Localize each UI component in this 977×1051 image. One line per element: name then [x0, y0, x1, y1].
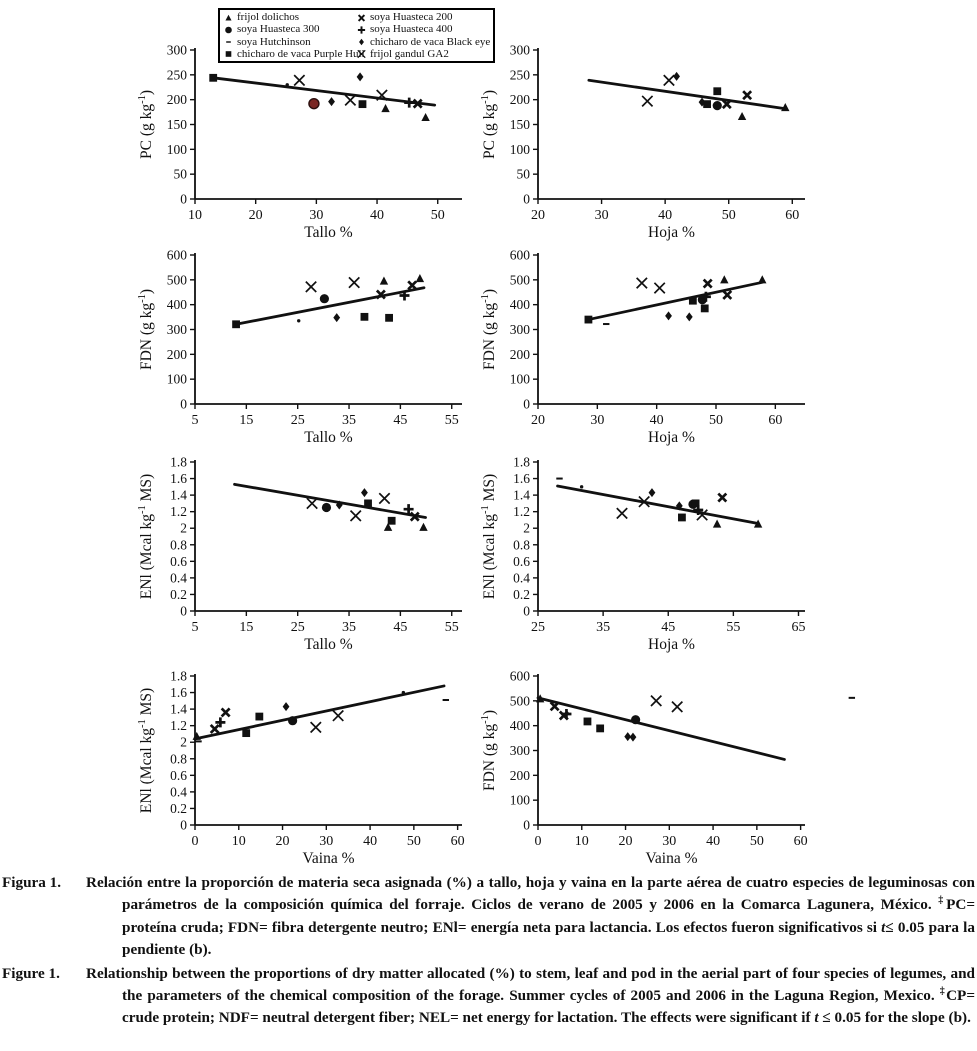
y-tick-label: 500 — [166, 272, 187, 288]
dash-icon — [222, 36, 235, 47]
triangle-marker — [720, 275, 728, 283]
y-tick-label: 2 — [523, 520, 530, 536]
y-tick-label: 50 — [516, 166, 530, 182]
y-axis-title-part: -1 — [137, 719, 148, 728]
data-points — [642, 72, 789, 120]
y-tick-label: 100 — [509, 141, 530, 157]
y-tick-label: 50 — [173, 166, 187, 182]
y-axis-title-part: -1 — [137, 505, 148, 514]
y-tick-label: 1.6 — [513, 471, 530, 487]
y-tick-label: 400 — [166, 297, 187, 313]
circle-icon — [222, 24, 235, 35]
y-axis-title-part: FDN (g kg — [481, 302, 498, 371]
square-marker — [242, 729, 250, 737]
legend-item-label: frijol gandul GA2 — [370, 47, 449, 60]
y-axis-title-part: -1 — [480, 715, 491, 724]
dash-marker — [195, 740, 201, 742]
y-axis-title-part: -1 — [480, 294, 491, 303]
y-tick-label: 200 — [509, 346, 530, 362]
caption-body-es: Relación entre la proporción de materia seca asignada (%) a tallo, hoja y vaina en la parte aérea de cuatro especies de leguminosas con parámetros de la composición química del forraje. Ciclos de verano de 2005 y 2006 en la Comarca Lagunera, México. ‡PC= proteína cruda; FDN= fibra detergente neutro; ENl= energía neta para lactancia. Los efectos fueron significativos si t≤ 0.05 para la pendiente (b). — [86, 874, 976, 959]
x-tick-label: 25 — [531, 620, 545, 635]
y-tick-label: 300 — [509, 42, 530, 58]
diamond-marker — [673, 72, 680, 81]
x-tick-label: 10 — [188, 208, 202, 223]
x-tick-label: 40 — [370, 208, 385, 223]
trend-line — [588, 282, 762, 319]
y-tick-label: 2 — [180, 520, 187, 536]
x-tick-label: 20 — [248, 208, 263, 223]
y-axis-title — [137, 90, 155, 159]
x-tick-label: 50 — [406, 834, 421, 849]
dot-marker — [402, 691, 405, 694]
square-marker — [361, 313, 369, 321]
y-tick-label: 0 — [523, 191, 530, 207]
scatter-plot-6 — [474, 452, 819, 657]
x-tick-label: 45 — [393, 620, 408, 635]
y-tick-label: 1.2 — [513, 504, 530, 520]
scatter-plot-3 — [131, 245, 476, 450]
y-axis-title-part: -1 — [137, 95, 148, 104]
circle-marker — [713, 101, 722, 110]
x-marker — [333, 711, 343, 721]
square-marker — [703, 100, 711, 108]
square-marker — [596, 724, 604, 732]
trend-line — [213, 78, 434, 105]
y-tick-label: 0 — [180, 396, 187, 412]
triangle-marker — [416, 274, 424, 282]
x-tick-label: 10 — [231, 834, 246, 849]
y-tick-label: 0.2 — [170, 800, 187, 816]
y-axis-title — [137, 688, 155, 813]
y-tick-label: 100 — [166, 371, 187, 387]
y-tick-label: 2 — [180, 734, 187, 750]
x-marker — [654, 283, 664, 293]
y-tick-label: 300 — [166, 322, 187, 337]
y-tick-label: 0 — [523, 603, 530, 619]
y-tick-label: 1.2 — [170, 718, 187, 734]
y-tick-label: 1.8 — [513, 454, 530, 470]
y-tick-label: 100 — [166, 141, 187, 157]
x-tick-label: 0 — [191, 834, 199, 849]
caption-english — [2, 963, 975, 1030]
y-tick-label: 150 — [509, 117, 530, 132]
x-axis-title: Tallo % — [304, 636, 353, 653]
diamond-marker — [686, 312, 693, 321]
y-axis-title-part: ) — [481, 709, 498, 716]
y-tick-label: 400 — [509, 718, 530, 734]
caption-spanish — [2, 872, 975, 962]
diamond-marker — [649, 488, 656, 497]
x-tick-label: 60 — [768, 413, 783, 428]
dash-marker — [443, 699, 449, 701]
x-tick-label: 60 — [450, 834, 465, 849]
boldx-marker — [408, 281, 416, 289]
x-marker — [664, 75, 674, 85]
x-tick-label: 35 — [342, 413, 357, 428]
square-marker — [584, 718, 592, 726]
y-tick-label: 150 — [166, 117, 187, 132]
plus-icon — [355, 24, 368, 35]
x-marker — [642, 96, 652, 106]
x-tick-label: 30 — [319, 834, 334, 849]
square-marker — [209, 74, 217, 82]
x-tick-label: 50 — [721, 208, 736, 223]
x-tick-label: 0 — [534, 834, 542, 849]
triangle-marker — [381, 104, 389, 112]
scatter-plot-8 — [474, 666, 819, 871]
y-tick-label: 250 — [166, 67, 187, 83]
boldx-marker — [723, 291, 731, 299]
x-marker — [307, 498, 317, 508]
x-marker — [358, 51, 365, 58]
x-axis-title: Hoja % — [648, 224, 695, 241]
square-marker — [585, 316, 593, 324]
trend-line — [236, 288, 424, 325]
dash-marker — [849, 697, 855, 699]
legend-item-label: soya Huasteca 400 — [370, 23, 453, 36]
y-axis-title-part: MS) — [138, 473, 155, 506]
x-tick-label: 60 — [793, 834, 808, 849]
triangle-marker — [193, 732, 201, 740]
boldx-marker — [551, 702, 559, 710]
circle-marker — [322, 503, 331, 512]
x-marker — [294, 75, 304, 85]
y-tick-label: 400 — [509, 297, 530, 313]
square-marker — [364, 499, 372, 507]
diamond-marker — [357, 72, 364, 81]
circle-marker — [631, 715, 640, 724]
scatter-plot-2 — [474, 40, 819, 245]
legend-item — [355, 23, 491, 35]
scatter-plot-1 — [131, 40, 476, 245]
x-tick-label: 40 — [658, 208, 673, 223]
plus-marker — [404, 98, 414, 108]
y-axis-title-part: ) — [138, 288, 155, 295]
y-tick-label: 1.2 — [170, 504, 187, 520]
dot-marker — [297, 319, 300, 322]
x-tick-label: 20 — [531, 208, 545, 223]
y-axis-title-part: -1 — [137, 294, 148, 303]
circle-marker — [225, 27, 232, 34]
boldx-marker — [704, 280, 712, 288]
legend-item — [222, 47, 365, 60]
y-tick-label: 0.4 — [513, 570, 530, 586]
diamond-icon — [355, 36, 368, 47]
x-marker — [379, 493, 389, 503]
legend-item — [355, 48, 491, 60]
boldx-marker — [211, 725, 219, 733]
x-tick-label: 20 — [618, 834, 633, 849]
y-tick-label: 0.6 — [513, 553, 530, 569]
x-axis-title: Vaina % — [302, 850, 355, 867]
x-tick-label: 55 — [444, 413, 459, 428]
y-axis-title-part: ENl (Mcal kg — [138, 727, 155, 814]
diamond-marker — [283, 702, 290, 711]
square-marker — [359, 100, 367, 108]
trend-line — [235, 484, 426, 517]
diamond-marker — [630, 733, 637, 742]
triangle-icon — [222, 12, 235, 23]
x-tick-label: 40 — [649, 413, 664, 428]
y-axis-title-part: FDN (g kg — [481, 723, 498, 792]
legend-item — [222, 11, 355, 23]
x-tick-label: 45 — [661, 620, 676, 635]
legend-item-label: chicharo de vaca Purple Hull — [237, 47, 365, 60]
circle-marker — [309, 99, 319, 109]
data-points — [307, 488, 428, 531]
y-axis-title-part: ENl (Mcal kg — [138, 513, 155, 600]
x-tick-label: 50 — [749, 834, 764, 849]
circle-marker — [288, 716, 297, 725]
triangle-marker — [758, 275, 766, 283]
triangle-marker — [380, 276, 388, 284]
dash-marker — [226, 41, 231, 42]
caption-body-en: Relationship between the proportions of dry matter allocated (%) to stem, leaf and pod in the aerial part of four species of legumes, and the parameters of the chemical composition of the forage. Summer cycles of 2005 and 2006 in the Laguna Region, Mexico. ‡CP= crude protein; NDF= neutral detergent fiber; NEL= net energy for lactation. The effects were significant if t ≤ 0.05 for the slope (b). — [86, 964, 975, 1027]
y-tick-label: 1.8 — [170, 454, 187, 470]
square-marker — [226, 52, 232, 58]
x-marker — [651, 696, 661, 706]
diamond-marker — [328, 97, 335, 106]
y-tick-label: 600 — [166, 247, 187, 263]
y-tick-label: 300 — [166, 42, 187, 58]
x-tick-label: 30 — [590, 413, 605, 428]
trend-line — [538, 698, 784, 760]
y-axis-title-part: PC (g kg — [481, 103, 498, 160]
y-tick-label: 0 — [180, 191, 187, 207]
x-tick-label: 45 — [393, 413, 408, 428]
triangle-marker — [419, 523, 427, 531]
legend-item — [222, 23, 355, 35]
y-tick-label: 600 — [509, 668, 530, 684]
y-tick-label: 500 — [509, 693, 530, 709]
scatter-plot-5 — [131, 452, 476, 657]
y-tick-label: 1.6 — [170, 471, 187, 487]
x-axis-title: Tallo % — [304, 429, 353, 446]
y-tick-label: 500 — [509, 272, 530, 288]
y-axis-title-part: ) — [481, 288, 498, 295]
x-tick-label: 55 — [726, 620, 741, 635]
data-points — [556, 478, 762, 528]
circle-marker — [320, 294, 329, 303]
triangle-marker — [713, 519, 721, 527]
chart-legend — [218, 8, 495, 63]
diamond-marker — [333, 313, 340, 322]
x-tick-label: 50 — [709, 413, 723, 428]
x-tick-label: 15 — [239, 413, 254, 428]
y-tick-label: 0.4 — [170, 784, 187, 800]
scatter-plot-4 — [474, 245, 819, 450]
y-tick-label: 600 — [509, 247, 530, 263]
diamond-marker — [665, 311, 672, 320]
x-tick-label: 5 — [191, 620, 199, 635]
triangle-marker — [421, 113, 429, 121]
scatter-plot-7 — [131, 666, 476, 871]
triangle-marker — [225, 14, 231, 20]
x-tick-label: 35 — [596, 620, 611, 635]
x-tick-label: 30 — [662, 834, 677, 849]
y-tick-label: 0.6 — [170, 553, 187, 569]
caption-label-es: Figura 1. — [2, 874, 62, 891]
x-tick-label: 30 — [594, 208, 609, 223]
y-tick-label: 1.4 — [170, 487, 187, 503]
legend-item-label: soya Huasteca 200 — [370, 11, 453, 24]
x-tick-label: 25 — [290, 413, 305, 428]
legend-item — [222, 36, 355, 48]
trend-line — [558, 486, 757, 523]
triangle-marker — [738, 112, 746, 120]
y-tick-label: 200 — [166, 346, 187, 362]
y-axis-title-part: -1 — [480, 505, 491, 514]
y-tick-label: 0.8 — [170, 537, 187, 553]
x-tick-label: 40 — [363, 834, 378, 849]
y-tick-label: 0 — [523, 396, 530, 412]
square-marker — [689, 297, 697, 305]
y-tick-label: 1.8 — [170, 668, 187, 684]
diamond-marker — [359, 39, 364, 45]
x-tick-label: 10 — [574, 834, 589, 849]
y-tick-label: 1.4 — [170, 701, 187, 717]
y-axis-title-part: MS) — [138, 687, 155, 720]
y-tick-label: 200 — [509, 92, 530, 108]
y-tick-label: 0.2 — [170, 586, 187, 602]
x-marker — [617, 508, 627, 518]
x-tick-label: 15 — [239, 620, 254, 635]
x-axis-title: Tallo % — [304, 224, 353, 241]
boldx-marker — [743, 91, 751, 99]
boldx-marker — [359, 15, 365, 21]
y-axis-title-part: ) — [481, 89, 498, 96]
y-axis-title-part: FDN (g kg — [138, 302, 155, 371]
boldx-marker — [718, 494, 726, 502]
legend-item — [355, 11, 491, 23]
data-points — [193, 691, 449, 743]
trend-line — [589, 80, 785, 108]
y-axis-title — [137, 289, 155, 370]
legend-item — [355, 36, 491, 48]
y-axis-title — [480, 474, 498, 599]
y-tick-label: 1.4 — [513, 487, 530, 503]
y-tick-label: 0 — [180, 603, 187, 619]
y-tick-label: 0.6 — [170, 767, 187, 783]
y-axis-title-part: MS) — [481, 473, 498, 506]
y-tick-label: 0 — [180, 817, 187, 833]
square-marker — [713, 87, 721, 95]
square-marker — [255, 713, 263, 721]
x-marker — [672, 702, 682, 712]
x-tick-label: 5 — [191, 413, 199, 428]
y-tick-label: 300 — [509, 322, 530, 337]
plus-marker — [358, 26, 365, 33]
data-points — [209, 72, 429, 121]
y-tick-label: 100 — [509, 792, 530, 808]
dash-marker — [603, 323, 609, 325]
data-points — [536, 694, 855, 741]
x-tick-label: 20 — [531, 413, 545, 428]
dot-marker — [286, 83, 289, 86]
y-tick-label: 250 — [509, 67, 530, 83]
x-tick-label: 25 — [290, 620, 305, 635]
caption-label-en: Figure 1. — [2, 964, 60, 982]
x-tick-label: 65 — [791, 620, 806, 635]
square-marker — [701, 304, 709, 312]
square-icon — [222, 48, 235, 59]
legend-item-label: soya Hutchinson — [237, 35, 311, 48]
y-tick-label: 0.4 — [170, 570, 187, 586]
y-tick-label: 1.6 — [170, 685, 187, 701]
x-tick-label: 35 — [342, 620, 357, 635]
y-tick-label: 0 — [523, 817, 530, 833]
y-axis-title-part: -1 — [480, 95, 491, 104]
y-tick-label: 200 — [166, 92, 187, 108]
x-marker — [306, 282, 316, 292]
y-axis-title — [480, 710, 498, 791]
legend-item-label: soya Huasteca 300 — [237, 23, 320, 36]
y-tick-label: 100 — [509, 371, 530, 387]
dash-marker — [556, 478, 562, 480]
y-axis-title — [480, 90, 498, 159]
diamond-marker — [361, 488, 368, 497]
square-marker — [388, 517, 396, 525]
y-axis-title-part: ENl (Mcal kg — [481, 513, 498, 600]
square-marker — [232, 320, 240, 328]
y-tick-label: 0.8 — [513, 537, 530, 553]
boldx-marker — [222, 708, 230, 716]
x-marker — [311, 722, 321, 732]
x-tick-label: 60 — [785, 208, 800, 223]
x-marker — [349, 277, 359, 287]
y-axis-title — [480, 289, 498, 370]
x-tick-label: 30 — [309, 208, 324, 223]
x-marker — [351, 511, 361, 521]
y-tick-label: 300 — [509, 743, 530, 758]
boldx-icon — [355, 12, 368, 23]
x-icon — [355, 48, 368, 59]
y-tick-label: 200 — [509, 767, 530, 783]
legend-item-label: chicharo de vaca Black eye — [370, 35, 491, 48]
x-axis-title: Vaina % — [645, 850, 698, 867]
y-tick-label: 0.8 — [170, 751, 187, 767]
x-marker — [637, 278, 647, 288]
y-tick-label: 0.2 — [513, 586, 530, 602]
x-marker — [345, 95, 355, 105]
y-axis-title-part: PC (g kg — [138, 103, 155, 160]
x-tick-label: 50 — [430, 208, 445, 223]
x-axis-title: Hoja % — [648, 429, 695, 446]
square-marker — [678, 514, 686, 522]
y-axis-title — [137, 474, 155, 599]
figure-captions — [2, 872, 975, 1031]
square-marker — [385, 314, 393, 322]
x-axis-title: Hoja % — [648, 636, 695, 653]
dot-marker — [580, 485, 583, 488]
y-axis-title-part: ) — [138, 89, 155, 96]
x-tick-label: 55 — [444, 620, 459, 635]
x-tick-label: 20 — [275, 834, 290, 849]
x-tick-label: 40 — [706, 834, 721, 849]
legend-item-label: frijol dolichos — [237, 11, 300, 24]
